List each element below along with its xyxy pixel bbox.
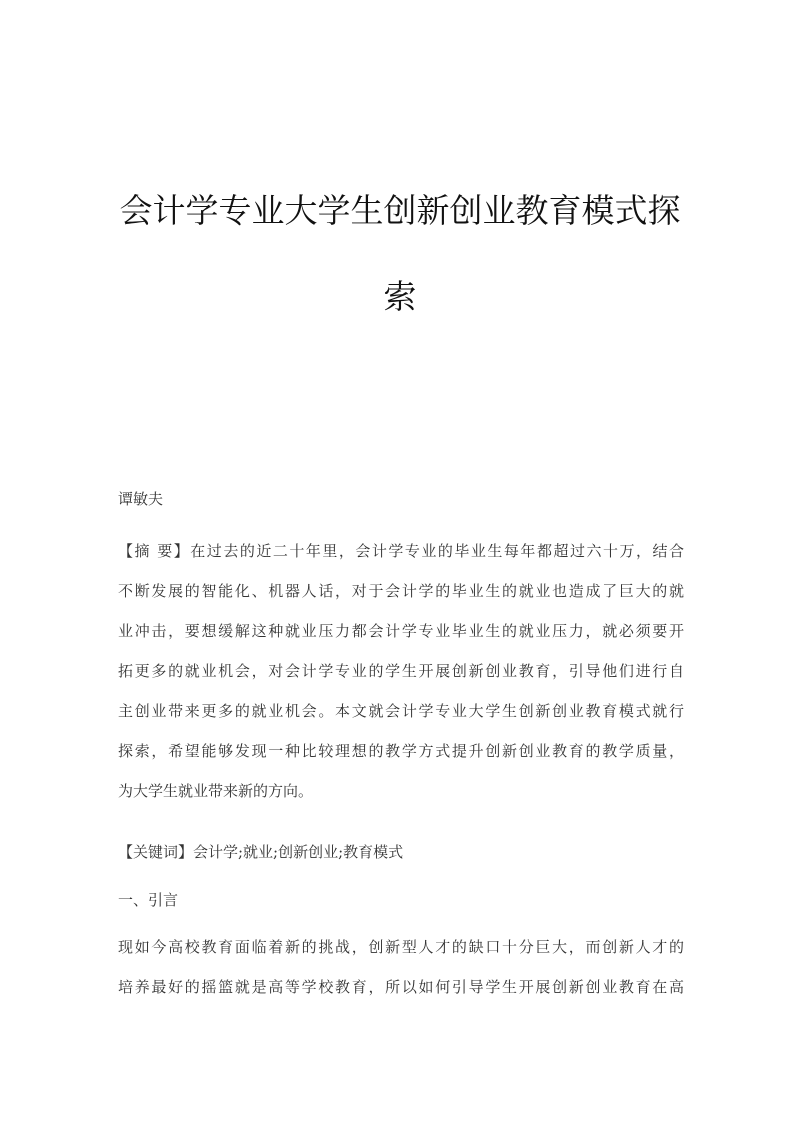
body-line: 现如今高校教育面临着新的挑战，创新型人才的缺口十分巨大，而创新人才的	[118, 938, 684, 956]
abstract-line: 【摘 要】在过去的近二十年里，会计学专业的毕业生每年都超过六十万，结合	[118, 542, 684, 560]
author-name: 谭敏夫	[118, 490, 164, 508]
page-title: 会计学专业大学生创新创业教育模式探	[119, 191, 681, 230]
section-heading-text: 一、引言	[118, 891, 179, 909]
abstract-line: 为大学生就业带来新的方向。	[118, 782, 314, 800]
abstract-line: 探索，希望能够发现一种比较理想的教学方式提升创新创业教育的教学质量，	[118, 742, 684, 760]
abstract-line: 拓更多的就业机会，对会计学专业的学生开展创新创业教育，引导他们进行自	[118, 662, 684, 680]
keywords	[118, 842, 684, 882]
abstract	[118, 541, 684, 821]
abstract-line: 业冲击，要想缓解这种就业压力都会计学专业毕业生的就业压力，就必须要开	[118, 622, 684, 640]
section-heading	[118, 890, 684, 930]
abstract-line: 不断发展的智能化、机器人话，对于会计学的毕业生的就业也造成了巨大的就	[118, 582, 684, 600]
page-title-continuation: 索	[383, 277, 417, 316]
keywords-line: 【关键词】会计学;就业;创新创业;教育模式	[118, 843, 404, 861]
abstract-line: 主创业带来更多的就业机会。本文就会计学专业大学生创新创业教育模式就行	[118, 702, 684, 720]
body-paragraph	[118, 937, 684, 1017]
body-line: 培养最好的摇篮就是高等学校教育，所以如何引导学生开展创新创业教育在高	[118, 978, 684, 996]
